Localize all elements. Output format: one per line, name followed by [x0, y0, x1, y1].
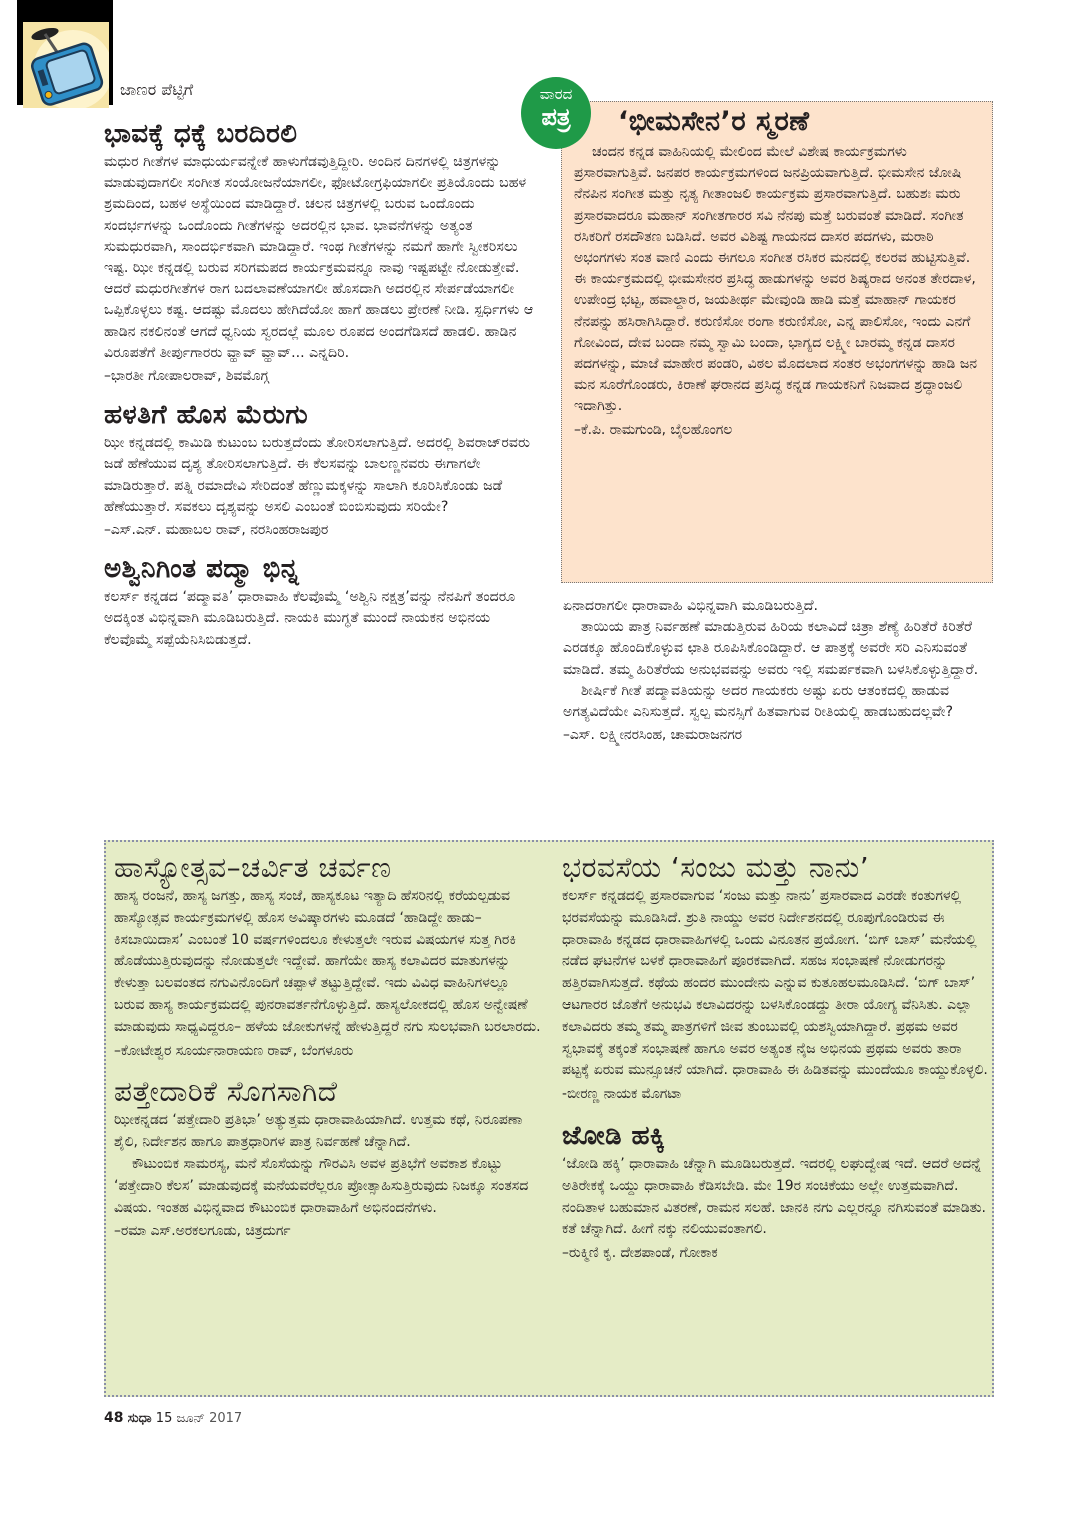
featured-title: ‘ಭೀಮಸೇನ’ರ ಸ್ಮರಣೆ: [618, 106, 810, 137]
article-body: ಝೀಕನ್ನಡದ ‘ಪತ್ತೇದಾರಿ ಪ್ರತಿಭಾ’ ಅತ್ಯುತ್ತಮ ಧಾರಾವಾಹಿಯಾಗಿದೆ. ಉತ್ತಮ ಕಥೆ, ನಿರೂಪಣಾ ಶೈಲಿ, ನಿರ್ದೇಶನ ಹಾಗೂ ಪಾತ್ರಧಾರಿಗಳ ಪಾತ್ರ ನಿರ್ವಹಣೆ ಚೆನ್ನಾಗಿದೆ.: [114, 1112, 523, 1151]
article-body: ಮಧುರ ಗೀತೆಗಳ ಮಾಧುರ್ಯವನ್ನೇಕೆ ಹಾಳುಗೆಡವುತ್ತಿದ್ದೀರಿ. ಅಂದಿನ ದಿನಗಳಲ್ಲಿ ಚಿತ್ರಗಳನ್ನು ಮಾಡುವುದಾಗಲೀ ಸಂಗೀತ ಸಂಯೋಜನೆಯಾಗಲೀ, ಫೋಟೋಗ್ರಫಿಯಾಗಲೀ ಪ್ರತಿಯೊಂದು ಬಹಳ ಶ್ರಮದಿಂದ, ಬಹಳ ಅಸ್ಥೆಯಿಂದ ಮಾಡಿದ್ದಾರೆ. ಚಲನ ಚಿತ್ರಗಳಲ್ಲಿ ಬರುವ ಒಂದೊಂದು ಸಂದರ್ಭಗಳನ್ನು ಒಂದೊಂದು ಗೀತೆಗಳನ್ನು ಅದರಲ್ಲಿನ ಭಾವ. ಭಾವನೆಗಳನ್ನು ಅತ್ಯಂತ ಸುಮಧುರವಾಗಿ, ಸಾಂದರ್ಭಿಕವಾಗಿ ಮಾಡಿದ್ದಾರೆ. ಇಂಥ ಗೀತೆಗಳನ್ನು ನಮಗೆ ಹಾಗೇ ಸ್ವೀಕರಿಸಲು ಇಷ್ಟ. ಝೀ ಕನ್ನಡಲ್ಲಿ ಬರುವ ಸರಿಗಮಪದ ಕಾರ್ಯಕ್ರಮವನ್ನೂ ನಾವು ಇಷ್ಟಪಟ್ಟೇ ನೋಡುತ್ತೇವೆ. ಆದರೆ ಮಧುರಗೀತೆಗಳ ರಾಗ ಬದಲಾವಣೆಯಾಗಲೀ ಹೊಸದಾಗಿ ಅದರಲ್ಲಿನ ಸೇರ್ಪಡೆಯಾಗಲೀ ಒಪ್ಪಿಕೊಳ್ಳಲು ಕಷ್ಟ. ಆದಷ್ಟು ಮೊದಲು ಹೇಗಿದೆಯೋ ಹಾಗೆ ಹಾಡಲು ಪ್ರೇರಣೆ ನೀಡಿ. ಸ್ಪರ್ಧಿಗಳು ಆ ಹಾಡಿನ ನಕಲಿನಂತೆ ಆಗದೆ ಧ್ವನಿಯ ಸ್ವರದಲ್ಲೆ ಮೂಲ ರೂಪದ ಅಂದಗೆಡಿಸದೆ ಹಾಡಲಿ. ಹಾಡಿನ ವಿರೂಪತೆಗೆ ತೀರ್ಪುಗಾರರು ವ್ಹಾವ್ ವ್ಹಾವ್... ಎನ್ನದಿರಿ.: [104, 154, 534, 361]
bottom-left-column: [114, 852, 542, 1257]
continuation-signature: –ಎಸ್. ಲಕ್ಷ್ಮೀನರಸಿಂಹ, ಚಾಮರಾಜನಗರ: [563, 727, 742, 744]
bottom-letters-box: [104, 840, 994, 1397]
article-body: ‘ಜೋಡಿ ಹಕ್ಕಿ’ ಧಾರಾವಾಹಿ ಚೆನ್ನಾಗಿ ಮೂಡಿಬರುತ್ತದೆ. ಇದರಲ್ಲಿ ಲಘುದ್ವೇಷ ಇದೆ. ಆದರೆ ಅದನ್ನೆ ಅತಿರೇಕಕ್ಕೆ ಒಯ್ದು ಧಾರಾವಾಹಿ ಕೆಡಿಸಬೇಡಿ. ಮೇ 19ರ ಸಂಚಿಕೆಯು ಅಲ್ಲೇ ಉತ್ತಮವಾಗಿದೆ. ನಂದಿತಾಳ ಬಹುಮಾನ ವಿತರಣೆ, ರಾಮನ ಸಲಹೆ. ಜಾನಕಿ ನಗು ಎಲ್ಲರನ್ನೂ ನಗಿಸುವಂತೆ ಮಾಡಿತು. ಕತೆ ಚೆನ್ನಾಗಿದೆ. ಹೀಗೆ ನಕ್ಕು ನಲಿಯುವಂತಾಗಲಿ.: [562, 1155, 987, 1238]
article-title: ಭರವಸೆಯ ‘ಸಂಜು ಮತ್ತು ನಾನು’: [562, 851, 870, 884]
article-signature: -ಬೀರಣ್ಣ ನಾಯಕ ಮೊಗಟಾ: [562, 1086, 682, 1103]
letter-article: [562, 852, 990, 1106]
continuation-paragraph: ಶೀರ್ಷಿಕೆ ಗೀತೆ ಪದ್ಮಾವತಿಯನ್ನು ಅದರ ಗಾಯಕರು ಅಷ್ಟು ಏರು ಆತಂಕದಲ್ಲಿ ಹಾಡುವ ಅಗತ್ಯವಿದೆಯೇ ಎನಿಸುತ್ತದೆ. ಸ್ವಲ್ಪ ಮನಸ್ಸಿಗೆ ಹಿತವಾಗುವ ರೀತಿಯಲ್ಲಿ ಹಾಡಬಹುದಲ್ಲವೇ?: [563, 682, 954, 721]
continuation-paragraph: ಏನಾದರಾಗಲೀ ಧಾರಾವಾಹಿ ವಿಭಿನ್ನವಾಗಿ ಮೂಡಿಬರುತ್ತಿದೆ.: [563, 598, 819, 614]
featured-signature: –ಕೆ.ಪಿ. ರಾಮಗುಂಡಿ, ಬೈಲಹೊಂಗಲ: [574, 421, 733, 438]
article-signature: –ಕೋಟೇಶ್ವರ ಸೂರ್ಯನಾರಾಯಣ ರಾವ್, ಬೆಂಗಳೂರು: [114, 1042, 354, 1059]
letter-article: [114, 1076, 542, 1243]
letter-article: [104, 118, 536, 387]
article-signature: –ರಮಾ ಎಸ್.ಅರಕಲಗೂಡು, ಚಿತ್ರದುರ್ಗ: [114, 1223, 291, 1240]
badge-line-1: ವಾರದ: [539, 85, 573, 103]
article-body: ಕೌಟುಂಬಿಕ ಸಾಮರಸ್ಯ, ಮನೆ ಸೊಸೆಯನ್ನು ಗೌರವಿಸಿ ಅವಳ ಪ್ರತಿಭೆಗೆ ಅವಕಾಶ ಕೊಟ್ಟು ‘ಪತ್ತೇದಾರಿ ಕೆಲಸ’ ಮಾಡುವುದಕ್ಕೆ ಮನೆಯವರೆಲ್ಲರೂ ಪ್ರೋತ್ಸಾಹಿಸುತ್ತಿರುವುದು ನಿಜಕ್ಕೂ ಸಂತಸದ ವಿಷಯ. ಇಂತಹ ವಿಭಿನ್ನವಾದ ಕೌಟುಂಬಿಕ ಧಾರಾವಾಹಿಗೆ ಅಭಿನಂದನೆಗಳು.: [114, 1155, 529, 1216]
left-column: [104, 118, 536, 663]
article-continuation: [563, 596, 995, 746]
page-number: 48: [104, 1410, 124, 1426]
article-signature: –ಎಸ್.ಎನ್. ಮಹಾಬಲ ರಾವ್, ನರಸಿಂಹರಾಜಪುರ: [104, 522, 329, 539]
article-body: ಕಲರ್ಸ್ ಕನ್ನಡದಲ್ಲಿ ಪ್ರಸಾರವಾಗುವ ‘ಸಂಜು ಮತ್ತು ನಾನು’ ಪ್ರಸಾರವಾದ ಎರಡೇ ಕಂತುಗಳಲ್ಲಿ ಭರವಸೆಯನ್ನು ಮೂಡಿಸಿದೆ. ಶ್ರುತಿ ನಾಯ್ಡು ಅವರ ನಿರ್ದೇಶನದಲ್ಲಿ ರೂಪುಗೊಂಡಿರುವ ಈ ಧಾರಾವಾಹಿ ಕನ್ನಡದ ಧಾರಾವಾಹಿಗಳಲ್ಲಿ ಒಂದು ವಿನೂತನ ಪ್ರಯೋಗ. ‘ಬಿಗ್ ಬಾಸ್’ ಮನೆಯಲ್ಲಿ ನಡೆದ ಘಟನೆಗಳ ಬಳಕೆ ಧಾರಾವಾಹಿಗೆ ಪೂರಕವಾಗಿದೆ. ಸಹಜ ಸಂಭಾಷಣೆ ನೋಡುಗರನ್ನು ಹತ್ತಿರವಾಗಿಸುತ್ತದೆ. ಕಥೆಯ ಹಂದರ ಮುಂದೇನು ಎನ್ನುವ ಕುತೂಹಲಮೂಡಿಸಿದೆ. ‘ಬಿಗ್ ಬಾಸ್’ ಆಟಗಾರರ ಜೊತೆಗೆ ಅನುಭವಿ ಕಲಾವಿದರನ್ನು ಬಳಸಿಕೊಂಡದ್ದು ತೀರಾ ಯೋಗ್ಯ ವೆನಿಸಿತು. ಎಲ್ಲಾ ಕಲಾವಿದರು ತಮ್ಮ ತಮ್ಮ ಪಾತ್ರಗಳಿಗೆ ಜೀವ ತುಂಬುವಲ್ಲಿ ಯಶಸ್ವಿಯಾಗಿದ್ದಾರೆ. ಪ್ರಥಮ ಅವರ ಸ್ವಭಾವಕ್ಕೆ ತಕ್ಕಂತೆ ಸಂಭಾಷಣೆ ಹಾಗೂ ಅವರ ಅತ್ಯಂತ ನೈಜ ಅಭಿನಯ ಪ್ರಥಮ ಅವರು ತಾರಾ ಪಟ್ಟಕ್ಕೆ ಏರುವ ಮುನ್ಸೂಚನೆ ಯಾಗಿದೆ. ಧಾರಾವಾಹಿ ಈ ಹಿಡಿತವನ್ನು ಮುಂದೆಯೂ ಕಾಯ್ದುಕೊಳ್ಳಲಿ.: [562, 888, 988, 1079]
badge-line-2: ಪತ್ರ: [541, 103, 571, 131]
article-title: ಪತ್ತೇದಾರಿಕೆ ಸೊಗಸಾಗಿದೆ: [114, 1075, 338, 1109]
letter-article: [114, 852, 542, 1062]
letter-article: [104, 399, 536, 541]
section-logo: [17, 0, 113, 105]
television-icon: [23, 22, 109, 108]
issue-date: 15 ಜೂನ್: [155, 1411, 205, 1426]
article-body: ಹಾಸ್ಯ ರಂಜನೆ, ಹಾಸ್ಯ ಜಗತ್ತು, ಹಾಸ್ಯ ಸಂಜೆ, ಹಾಸ್ಯಕೂಟ ಇತ್ಯಾದಿ ಹೆಸರಿನಲ್ಲಿ ಕರೆಯಲ್ಪಡುವ ಹಾಸ್ಯೋತ್ಸವ ಕಾರ್ಯಕ್ರಮಗಳಲ್ಲಿ ಹೊಸ ಅವಿಷ್ಕಾರಗಳು ಮೂಡದೆ ‘ಹಾಡಿದ್ದೇ ಹಾಡು– ಕಿಸಬಾಯಿದಾಸ’ ಎಂಬಂತೆ 10 ವರ್ಷಗಳಿಂದಲೂ ಕೇಳುತ್ತಲೇ ಇರುವ ವಿಷಯಗಳ ಸುತ್ತ ಗಿರಕಿ ಹೊಡೆಯುತ್ತಿರುವುದನ್ನು ನೋಡುತ್ತಲೇ ಇದ್ದೇವೆ. ಹಾಗೆಯೇ ಹಾಸ್ಯ ಕಲಾವಿದರ ಮಾತುಗಳನ್ನು ಕೇಳುತ್ತಾ ಬಲವಂತದ ನಗುವಿನೊಂದಿಗೆ ಚಪ್ಪಾಳೆ ತಟ್ಟುತ್ತಿದ್ದೇವೆ. ಇದು ವಿವಿಧ ವಾಹಿನಿಗಳಲ್ಲೂ ಬರುವ ಹಾಸ್ಯ ಕಾರ್ಯಕ್ರಮದಲ್ಲಿ ಪುನರಾವರ್ತನೆಗೊಳ್ಳುತ್ತಿದೆ. ಹಾಸ್ಯಲೋಕದಲ್ಲಿ ಹೊಸ ಅನ್ವೇಷಣೆ ಮಾಡುವುದು ಸಾಧ್ಯವಿದ್ದರೂ– ಹಳೆಯ ಜೋಕುಗಳನ್ನೆ ಹೇಳುತ್ತಿದ್ದರೆ ನಗು ಸುಲಭವಾಗಿ ಬರಲಾರದು.: [114, 888, 541, 1035]
article-body: ಝೀ ಕನ್ನಡದಲ್ಲಿ ಕಾಮಿಡಿ ಕುಟುಂಬ ಬರುತ್ತದೆಂದು ತೋರಿಸಲಾಗುತ್ತಿದೆ. ಅದರಲ್ಲಿ ಶಿವರಾಜ್‌ರವರು ಜಡೆ ಹೆಣೆಯುವ ದೃಶ್ಯ ತೋರಿಸಲಾಗುತ್ತಿದೆ. ಈ ಕೆಲಸವನ್ನು ಬಾಲಣ್ಣನವರು ಈಗಾಗಲೇ ಮಾಡಿರುತ್ತಾರೆ. ಪತ್ನಿ ರಮಾದೇವಿ ಸೇರಿದಂತೆ ಹೆಣ್ಣುಮಕ್ಕಳನ್ನು ಸಾಲಾಗಿ ಕೂರಿಸಿಕೊಂಡು ಜಡೆ ಹೆಣೆಯುತ್ತಾರೆ. ಸವಕಲು ದೃಶ್ಯವನ್ನು ಅಸಲಿ ಎಂಬಂತೆ ಬಿಂಬಿಸುವುದು ಸರಿಯೇ?: [104, 435, 530, 515]
bottom-right-column: [562, 852, 990, 1279]
letter-of-the-week-badge: [521, 77, 591, 149]
letter-article: [562, 1120, 990, 1265]
featured-body: ಚಂದನ ಕನ್ನಡ ವಾಹಿನಿಯಲ್ಲಿ ಮೇಲಿಂದ ಮೇಲೆ ವಿಶೇಷ ಕಾರ್ಯಕ್ರಮಗಳು ಪ್ರಸಾರವಾಗುತ್ತಿವೆ. ಜನಪರ ಕಾರ್ಯಕ್ರಮಗಳಿಂದ ಜನಪ್ರಿಯವಾಗುತ್ತಿದೆ. ಭೀಮಸೇನ ಜೋಷಿ ನೆನಪಿನ ಸಂಗೀತ ಮತ್ತು ನೃತ್ಯ ಗೀತಾಂಜಲಿ ಕಾರ್ಯಕ್ರಮ ಪ್ರಸಾರವಾಗುತ್ತಿದೆ. ಬಹುಶಃ ಮರು ಪ್ರಸಾರವಾದರೂ ಮಹಾನ್ ಸಂಗೀತಗಾರರ ಸವಿ ನೆನಪು ಮತ್ತೆ ಬರುವಂತೆ ಮಾಡಿದೆ. ಸಂಗೀತ ರಸಿಕರಿಗೆ ರಸದೌತಣ ಬಡಿಸಿದೆ. ಅವರ ವಿಶಿಷ್ಟ ಗಾಯನದ ದಾಸರ ಪದಗಳು, ಮರಾಠಿ ಅಭಂಗಗಳು ಸಂತ ವಾಣಿ ಎಂದು ಈಗಲೂ ಸಂಗೀತ ರಸಿಕರ ಮನದಲ್ಲಿ ಕಲರವ ಹುಟ್ಟಿಸುತ್ತಿವೆ. ಈ ಕಾರ್ಯಕ್ರಮದಲ್ಲಿ ಭೀಮಸೇನರ ಪ್ರಸಿದ್ಧ ಹಾಡುಗಳನ್ನು ಅವರ ಶಿಷ್ಯರಾದ ಅನಂತ ತೇರದಾಳ, ಉಪೇಂದ್ರ ಭಟ್ಟ, ಹವಾಲ್ದಾರ, ಜಯತೀರ್ಥ ಮೇವುಂಡಿ ಹಾಡಿ ಮತ್ತೆ ಮಾಹಾನ್ ಗಾಯಕರ ನೆನಪನ್ನು ಹಸಿರಾಗಿಸಿದ್ದಾರೆ. ಕರುಣಿಸೋ ರಂಗಾ ಕರುಣಿಸೋ, ಎನ್ನ ಪಾಲಿಸೋ, ಇಂದು ಎನಗೆ ಗೋವಿಂದ, ದೇವ ಬಂದಾ ನಮ್ಮ ಸ್ವಾಮಿ ಬಂದಾ, ಭಾಗ್ಯದ ಲಕ್ಷ್ಮೀ ಬಾರಮ್ಮ ಕನ್ನಡ ದಾಸರ ಪದಗಳನ್ನು, ಮಾಜೆ ಮಾಹೇರ ಪಂಡರಿ, ವಿಠಲ ಮೊದಲಾದ ಸಂತರ ಅಭಂಗಗಳನ್ನು ಹಾಡಿ ಜನ ಮನ ಸೂರೆಗೊಂಡರು, ಕಿರಾಣೆ ಘರಾನದ ಪ್ರಸಿದ್ಧ ಕನ್ನಡ ಗಾಯಕನಿಗೆ ನಿಜವಾದ ಶ್ರದ್ಧಾಂಜಲಿ ಇದಾಗಿತ್ತು.: [574, 144, 978, 415]
featured-letter: [561, 101, 993, 583]
article-signature: –ಭಾರತೀ ಗೋಪಾಲರಾವ್, ಶಿವಮೊಗ್ಗ: [104, 368, 269, 385]
article-body: ಕಲರ್ಸ್ ಕನ್ನಡದ ‘ಪದ್ಮಾವತಿ’ ಧಾರಾವಾಹಿ ಕೆಲವೊಮ್ಮೆ ‘ಅಶ್ವಿನಿ ನಕ್ಷತ್ರ’ವನ್ನು ನೆನಪಿಗೆ ತಂದರೂ ಅದಕ್ಕಿಂತ ವಿಭಿನ್ನವಾಗಿ ಮೂಡಿಬರುತ್ತಿದೆ. ನಾಯಕಿ ಮುಗ್ಧತೆ ಮುಂದೆ ನಾಯಕನ ಅಭಿನಯ ಕೆಲವೊಮ್ಮೆ ಸಪ್ಪೆಯೆನಿಸಿಬಿಡುತ್ತದೆ.: [104, 589, 516, 648]
page-footer: [104, 1410, 242, 1426]
article-title: ಹಾಸ್ಯೋತ್ಸವ–ಚರ್ವಿತ ಚರ್ವಣ: [114, 851, 392, 884]
continuation-paragraph: ತಾಯಿಯ ಪಾತ್ರ ನಿರ್ವಹಣೆ ಮಾಡುತ್ತಿರುವ ಹಿರಿಯ ಕಲಾವಿದೆ ಚಿತ್ರಾ ಶೆಣ್ಯೆ ಹಿರಿತೆರೆ ಕಿರಿತೆರೆ ಎರಡಕ್ಕೂ ಹೊಂದಿಕೊಳ್ಳುವ ಛಾತಿ ರೂಪಿಸಿಕೊಂಡಿದ್ದಾರೆ. ಆ ಪಾತ್ರಕ್ಕೆ ಅವರೇ ಸರಿ ಎನಿಸುವಂತೆ ಮಾಡಿದೆ. ತಮ್ಮ ಹಿರಿತೆರೆಯ ಅನುಭವವನ್ನು ಅವರು ಇಲ್ಲಿ ಸಮರ್ಪಕವಾಗಿ ಬಳಸಿಕೊಳ್ಳುತ್ತಿದ್ದಾರೆ.: [563, 619, 979, 678]
magazine-name: ಸುಧಾ: [127, 1411, 152, 1426]
issue-year: 2017: [209, 1411, 243, 1426]
letter-article: [104, 553, 536, 651]
section-label: ಜಾಣರ ಪೆಟ್ಟಿಗೆ: [120, 80, 194, 99]
article-title: ಭಾವಕ್ಕೆ ಧಕ್ಕೆ ಬರದಿರಲಿ: [104, 119, 298, 149]
article-title: ಜೋಡಿ ಹಕ್ಕಿ: [562, 1120, 666, 1151]
article-title: ಅಶ್ವಿನಿಗಿಂತ ಪದ್ಮಾ ಭಿನ್ನ: [104, 554, 300, 585]
article-title: ಹಳತಿಗೆ ಹೊಸ ಮೆರುಗು: [104, 400, 309, 431]
article-signature: –ರುಕ್ಮಿಣಿ ಕೃ. ದೇಶಪಾಂಡೆ, ಗೋಕಾಕ: [562, 1245, 718, 1262]
